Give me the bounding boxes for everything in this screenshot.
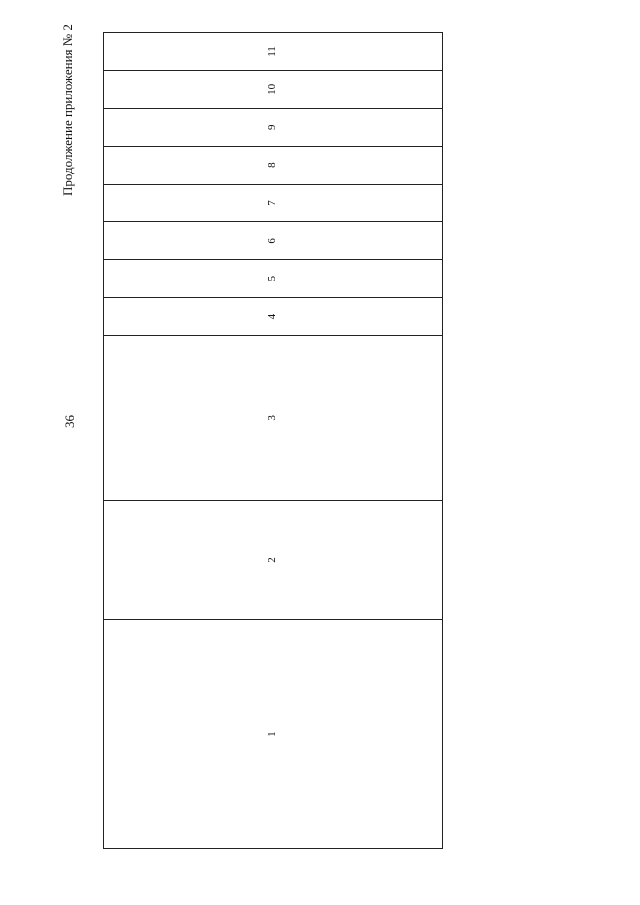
header-col-8: 8	[104, 146, 443, 184]
header-col-7: 7	[104, 184, 443, 222]
header-col-3: 3	[104, 336, 443, 501]
header-col-6: 6	[104, 222, 443, 260]
table-frame	[103, 32, 443, 849]
appendix-continuation-note: Продолжение приложения № 2	[60, 24, 75, 196]
header-col-11: 11	[104, 33, 443, 71]
header-col-9: 9	[104, 108, 443, 146]
header-row	[104, 33, 443, 849]
rotated-table-container	[103, 32, 443, 849]
page-number: 36	[62, 415, 77, 428]
header-col-5: 5	[104, 260, 443, 298]
header-col-10: 10	[104, 70, 443, 108]
header-col-1: 1	[104, 620, 443, 849]
header-col-4: 4	[104, 298, 443, 336]
header-col-2: 2	[104, 500, 443, 619]
program-activities-table	[103, 32, 443, 849]
